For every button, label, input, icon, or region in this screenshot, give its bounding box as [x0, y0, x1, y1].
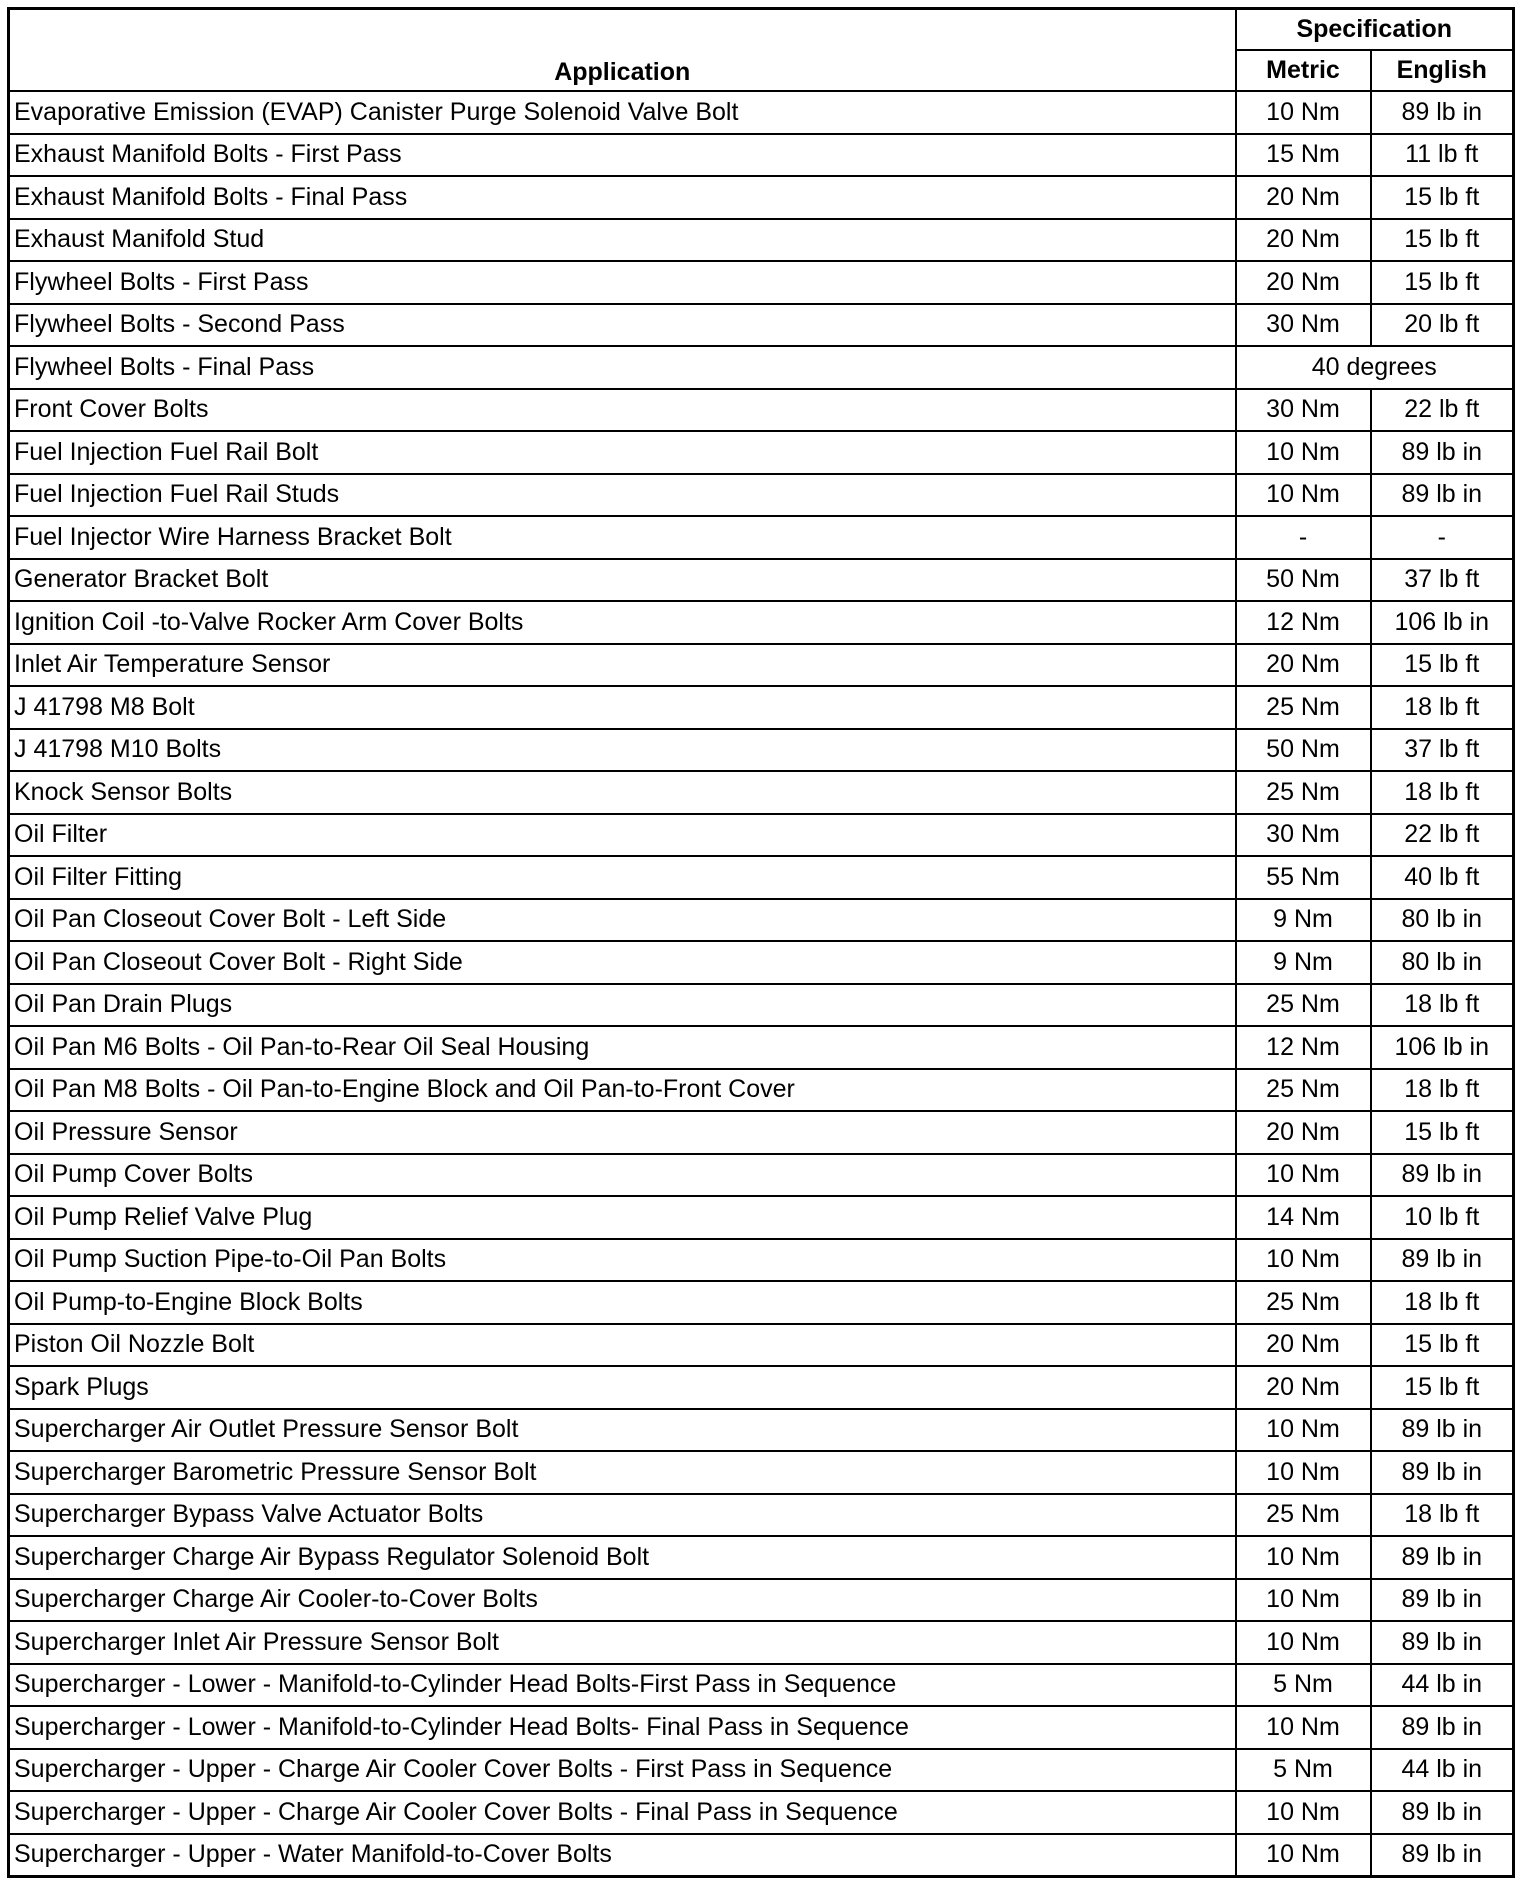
- table-row: [9, 474, 1514, 517]
- metric-cell: 10 Nm: [1236, 1706, 1371, 1749]
- metric-cell: 10 Nm: [1236, 1154, 1371, 1197]
- english-cell: 15 lb ft: [1371, 1324, 1514, 1367]
- english-cell: 20 lb ft: [1371, 304, 1514, 347]
- table-row: [9, 1281, 1514, 1324]
- table-row: [9, 601, 1514, 644]
- metric-cell: 10 Nm: [1236, 1536, 1371, 1579]
- english-cell: 89 lb in: [1371, 1239, 1514, 1282]
- table-row: [9, 431, 1514, 474]
- application-cell: Supercharger - Lower - Manifold-to-Cylinder Head Bolts-First Pass in Sequence: [9, 1664, 1236, 1707]
- application-cell: Oil Pump Cover Bolts: [9, 1154, 1236, 1197]
- application-header: Application: [9, 9, 1236, 92]
- metric-cell: 25 Nm: [1236, 984, 1371, 1027]
- merged-spec-cell: 40 degrees: [1236, 346, 1514, 389]
- table-row: [9, 1664, 1514, 1707]
- application-cell: Generator Bracket Bolt: [9, 559, 1236, 602]
- table-row: [9, 559, 1514, 602]
- metric-cell: 20 Nm: [1236, 1324, 1371, 1367]
- english-cell: 89 lb in: [1371, 91, 1514, 134]
- application-cell: Supercharger - Lower - Manifold-to-Cylinder Head Bolts- Final Pass in Sequence: [9, 1706, 1236, 1749]
- metric-cell: 10 Nm: [1236, 474, 1371, 517]
- table-row: [9, 729, 1514, 772]
- application-cell: Spark Plugs: [9, 1366, 1236, 1409]
- metric-cell: 25 Nm: [1236, 771, 1371, 814]
- metric-cell: -: [1236, 516, 1371, 559]
- application-cell: Oil Pump-to-Engine Block Bolts: [9, 1281, 1236, 1324]
- metric-cell: 10 Nm: [1236, 1579, 1371, 1622]
- application-cell: Knock Sensor Bolts: [9, 771, 1236, 814]
- application-cell: Flywheel Bolts - Final Pass: [9, 346, 1236, 389]
- application-cell: Supercharger Barometric Pressure Sensor Bolt: [9, 1451, 1236, 1494]
- table-row: [9, 899, 1514, 942]
- metric-cell: 10 Nm: [1236, 1451, 1371, 1494]
- table-row: [9, 1749, 1514, 1792]
- application-cell: Fuel Injector Wire Harness Bracket Bolt: [9, 516, 1236, 559]
- application-cell: Oil Pan M6 Bolts - Oil Pan-to-Rear Oil Seal Housing: [9, 1026, 1236, 1069]
- application-cell: Oil Pan Closeout Cover Bolt - Left Side: [9, 899, 1236, 942]
- english-cell: 89 lb in: [1371, 1621, 1514, 1664]
- table-row: [9, 134, 1514, 177]
- metric-header: Metric: [1236, 50, 1371, 91]
- english-cell: 18 lb ft: [1371, 1281, 1514, 1324]
- metric-cell: 10 Nm: [1236, 1791, 1371, 1834]
- table-row: [9, 389, 1514, 432]
- table-row: [9, 1111, 1514, 1154]
- table-row: [9, 1834, 1514, 1877]
- torque-spec-table: [7, 7, 1515, 1878]
- english-cell: 18 lb ft: [1371, 984, 1514, 1027]
- english-cell: 89 lb in: [1371, 1834, 1514, 1877]
- english-cell: 18 lb ft: [1371, 686, 1514, 729]
- english-cell: 18 lb ft: [1371, 1069, 1514, 1112]
- english-cell: 44 lb in: [1371, 1749, 1514, 1792]
- table-row: [9, 1409, 1514, 1452]
- application-cell: Piston Oil Nozzle Bolt: [9, 1324, 1236, 1367]
- metric-cell: 55 Nm: [1236, 856, 1371, 899]
- metric-cell: 10 Nm: [1236, 1621, 1371, 1664]
- application-cell: Oil Filter: [9, 814, 1236, 857]
- application-cell: Supercharger Inlet Air Pressure Sensor Bolt: [9, 1621, 1236, 1664]
- table-row: [9, 1196, 1514, 1239]
- application-cell: J 41798 M8 Bolt: [9, 686, 1236, 729]
- english-cell: 22 lb ft: [1371, 389, 1514, 432]
- application-cell: Oil Pan M8 Bolts - Oil Pan-to-Engine Block and Oil Pan-to-Front Cover: [9, 1069, 1236, 1112]
- metric-cell: 25 Nm: [1236, 686, 1371, 729]
- english-cell: 89 lb in: [1371, 1536, 1514, 1579]
- english-cell: 22 lb ft: [1371, 814, 1514, 857]
- metric-cell: 25 Nm: [1236, 1281, 1371, 1324]
- table-row: [9, 686, 1514, 729]
- metric-cell: 20 Nm: [1236, 1366, 1371, 1409]
- table-body: [9, 91, 1514, 1877]
- english-cell: 89 lb in: [1371, 1154, 1514, 1197]
- table-row: [9, 984, 1514, 1027]
- metric-cell: 9 Nm: [1236, 899, 1371, 942]
- english-cell: 18 lb ft: [1371, 771, 1514, 814]
- application-cell: Ignition Coil -to-Valve Rocker Arm Cover Bolts: [9, 601, 1236, 644]
- table-row: [9, 516, 1514, 559]
- application-cell: Oil Pump Suction Pipe-to-Oil Pan Bolts: [9, 1239, 1236, 1282]
- metric-cell: 20 Nm: [1236, 644, 1371, 687]
- table-row: [9, 1791, 1514, 1834]
- english-cell: 15 lb ft: [1371, 261, 1514, 304]
- header-row-top: [9, 9, 1514, 51]
- table-row: [9, 304, 1514, 347]
- metric-cell: 30 Nm: [1236, 814, 1371, 857]
- english-cell: 89 lb in: [1371, 1706, 1514, 1749]
- english-cell: 15 lb ft: [1371, 1366, 1514, 1409]
- table-row: [9, 1239, 1514, 1282]
- application-cell: Flywheel Bolts - First Pass: [9, 261, 1236, 304]
- english-cell: 40 lb ft: [1371, 856, 1514, 899]
- metric-cell: 12 Nm: [1236, 1026, 1371, 1069]
- english-cell: 106 lb in: [1371, 601, 1514, 644]
- metric-cell: 50 Nm: [1236, 559, 1371, 602]
- application-cell: Supercharger Air Outlet Pressure Sensor Bolt: [9, 1409, 1236, 1452]
- table-row: [9, 1494, 1514, 1537]
- table-row: [9, 176, 1514, 219]
- application-cell: Oil Pan Closeout Cover Bolt - Right Side: [9, 941, 1236, 984]
- metric-cell: 30 Nm: [1236, 304, 1371, 347]
- metric-cell: 25 Nm: [1236, 1494, 1371, 1537]
- application-cell: Inlet Air Temperature Sensor: [9, 644, 1236, 687]
- english-cell: 11 lb ft: [1371, 134, 1514, 177]
- table-row: [9, 1154, 1514, 1197]
- application-cell: Supercharger - Upper - Charge Air Cooler Cover Bolts - First Pass in Sequence: [9, 1749, 1236, 1792]
- english-cell: 80 lb in: [1371, 941, 1514, 984]
- table-row: [9, 1579, 1514, 1622]
- english-cell: 37 lb ft: [1371, 729, 1514, 772]
- english-header: English: [1371, 50, 1514, 91]
- application-cell: J 41798 M10 Bolts: [9, 729, 1236, 772]
- metric-cell: 10 Nm: [1236, 91, 1371, 134]
- table-row: [9, 1706, 1514, 1749]
- table-row: [9, 771, 1514, 814]
- metric-cell: 10 Nm: [1236, 431, 1371, 474]
- application-cell: Supercharger - Upper - Charge Air Cooler Cover Bolts - Final Pass in Sequence: [9, 1791, 1236, 1834]
- metric-cell: 50 Nm: [1236, 729, 1371, 772]
- metric-cell: 5 Nm: [1236, 1664, 1371, 1707]
- table-row: [9, 941, 1514, 984]
- english-cell: 10 lb ft: [1371, 1196, 1514, 1239]
- application-cell: Oil Pump Relief Valve Plug: [9, 1196, 1236, 1239]
- table-header: [9, 9, 1514, 92]
- application-cell: Supercharger - Upper - Water Manifold-to-Cover Bolts: [9, 1834, 1236, 1877]
- english-cell: 15 lb ft: [1371, 219, 1514, 262]
- application-cell: Supercharger Charge Air Bypass Regulator Solenoid Bolt: [9, 1536, 1236, 1579]
- metric-cell: 14 Nm: [1236, 1196, 1371, 1239]
- application-cell: Flywheel Bolts - Second Pass: [9, 304, 1236, 347]
- application-cell: Exhaust Manifold Bolts - Final Pass: [9, 176, 1236, 219]
- application-cell: Fuel Injection Fuel Rail Studs: [9, 474, 1236, 517]
- metric-cell: 15 Nm: [1236, 134, 1371, 177]
- table-row: [9, 1536, 1514, 1579]
- application-cell: Oil Pan Drain Plugs: [9, 984, 1236, 1027]
- english-cell: 37 lb ft: [1371, 559, 1514, 602]
- english-cell: 106 lb in: [1371, 1026, 1514, 1069]
- english-cell: 89 lb in: [1371, 1579, 1514, 1622]
- table-row: [9, 814, 1514, 857]
- application-cell: Evaporative Emission (EVAP) Canister Purge Solenoid Valve Bolt: [9, 91, 1236, 134]
- table-row: [9, 1366, 1514, 1409]
- metric-cell: 9 Nm: [1236, 941, 1371, 984]
- english-cell: 15 lb ft: [1371, 176, 1514, 219]
- table-row: [9, 1621, 1514, 1664]
- english-cell: 15 lb ft: [1371, 644, 1514, 687]
- metric-cell: 25 Nm: [1236, 1069, 1371, 1112]
- english-cell: 89 lb in: [1371, 474, 1514, 517]
- english-cell: 80 lb in: [1371, 899, 1514, 942]
- application-cell: Exhaust Manifold Stud: [9, 219, 1236, 262]
- metric-cell: 30 Nm: [1236, 389, 1371, 432]
- metric-cell: 20 Nm: [1236, 219, 1371, 262]
- metric-cell: 20 Nm: [1236, 176, 1371, 219]
- english-cell: 44 lb in: [1371, 1664, 1514, 1707]
- table-row: [9, 1451, 1514, 1494]
- metric-cell: 12 Nm: [1236, 601, 1371, 644]
- metric-cell: 20 Nm: [1236, 1111, 1371, 1154]
- english-cell: 89 lb in: [1371, 1451, 1514, 1494]
- english-cell: 15 lb ft: [1371, 1111, 1514, 1154]
- table-row: [9, 91, 1514, 134]
- specification-header: Specification: [1236, 9, 1514, 51]
- metric-cell: 10 Nm: [1236, 1409, 1371, 1452]
- english-cell: 89 lb in: [1371, 1409, 1514, 1452]
- table-row: [9, 346, 1514, 389]
- table-row: [9, 261, 1514, 304]
- table-row: [9, 1324, 1514, 1367]
- application-cell: Supercharger Charge Air Cooler-to-Cover Bolts: [9, 1579, 1236, 1622]
- application-cell: Fuel Injection Fuel Rail Bolt: [9, 431, 1236, 474]
- table-row: [9, 1026, 1514, 1069]
- table-row: [9, 856, 1514, 899]
- metric-cell: 10 Nm: [1236, 1239, 1371, 1282]
- application-cell: Exhaust Manifold Bolts - First Pass: [9, 134, 1236, 177]
- english-cell: 18 lb ft: [1371, 1494, 1514, 1537]
- metric-cell: 5 Nm: [1236, 1749, 1371, 1792]
- application-cell: Supercharger Bypass Valve Actuator Bolts: [9, 1494, 1236, 1537]
- application-cell: Oil Filter Fitting: [9, 856, 1236, 899]
- application-cell: Oil Pressure Sensor: [9, 1111, 1236, 1154]
- table-row: [9, 1069, 1514, 1112]
- english-cell: -: [1371, 516, 1514, 559]
- application-cell: Front Cover Bolts: [9, 389, 1236, 432]
- english-cell: 89 lb in: [1371, 1791, 1514, 1834]
- metric-cell: 20 Nm: [1236, 261, 1371, 304]
- table-row: [9, 644, 1514, 687]
- metric-cell: 10 Nm: [1236, 1834, 1371, 1877]
- table-row: [9, 219, 1514, 262]
- english-cell: 89 lb in: [1371, 431, 1514, 474]
